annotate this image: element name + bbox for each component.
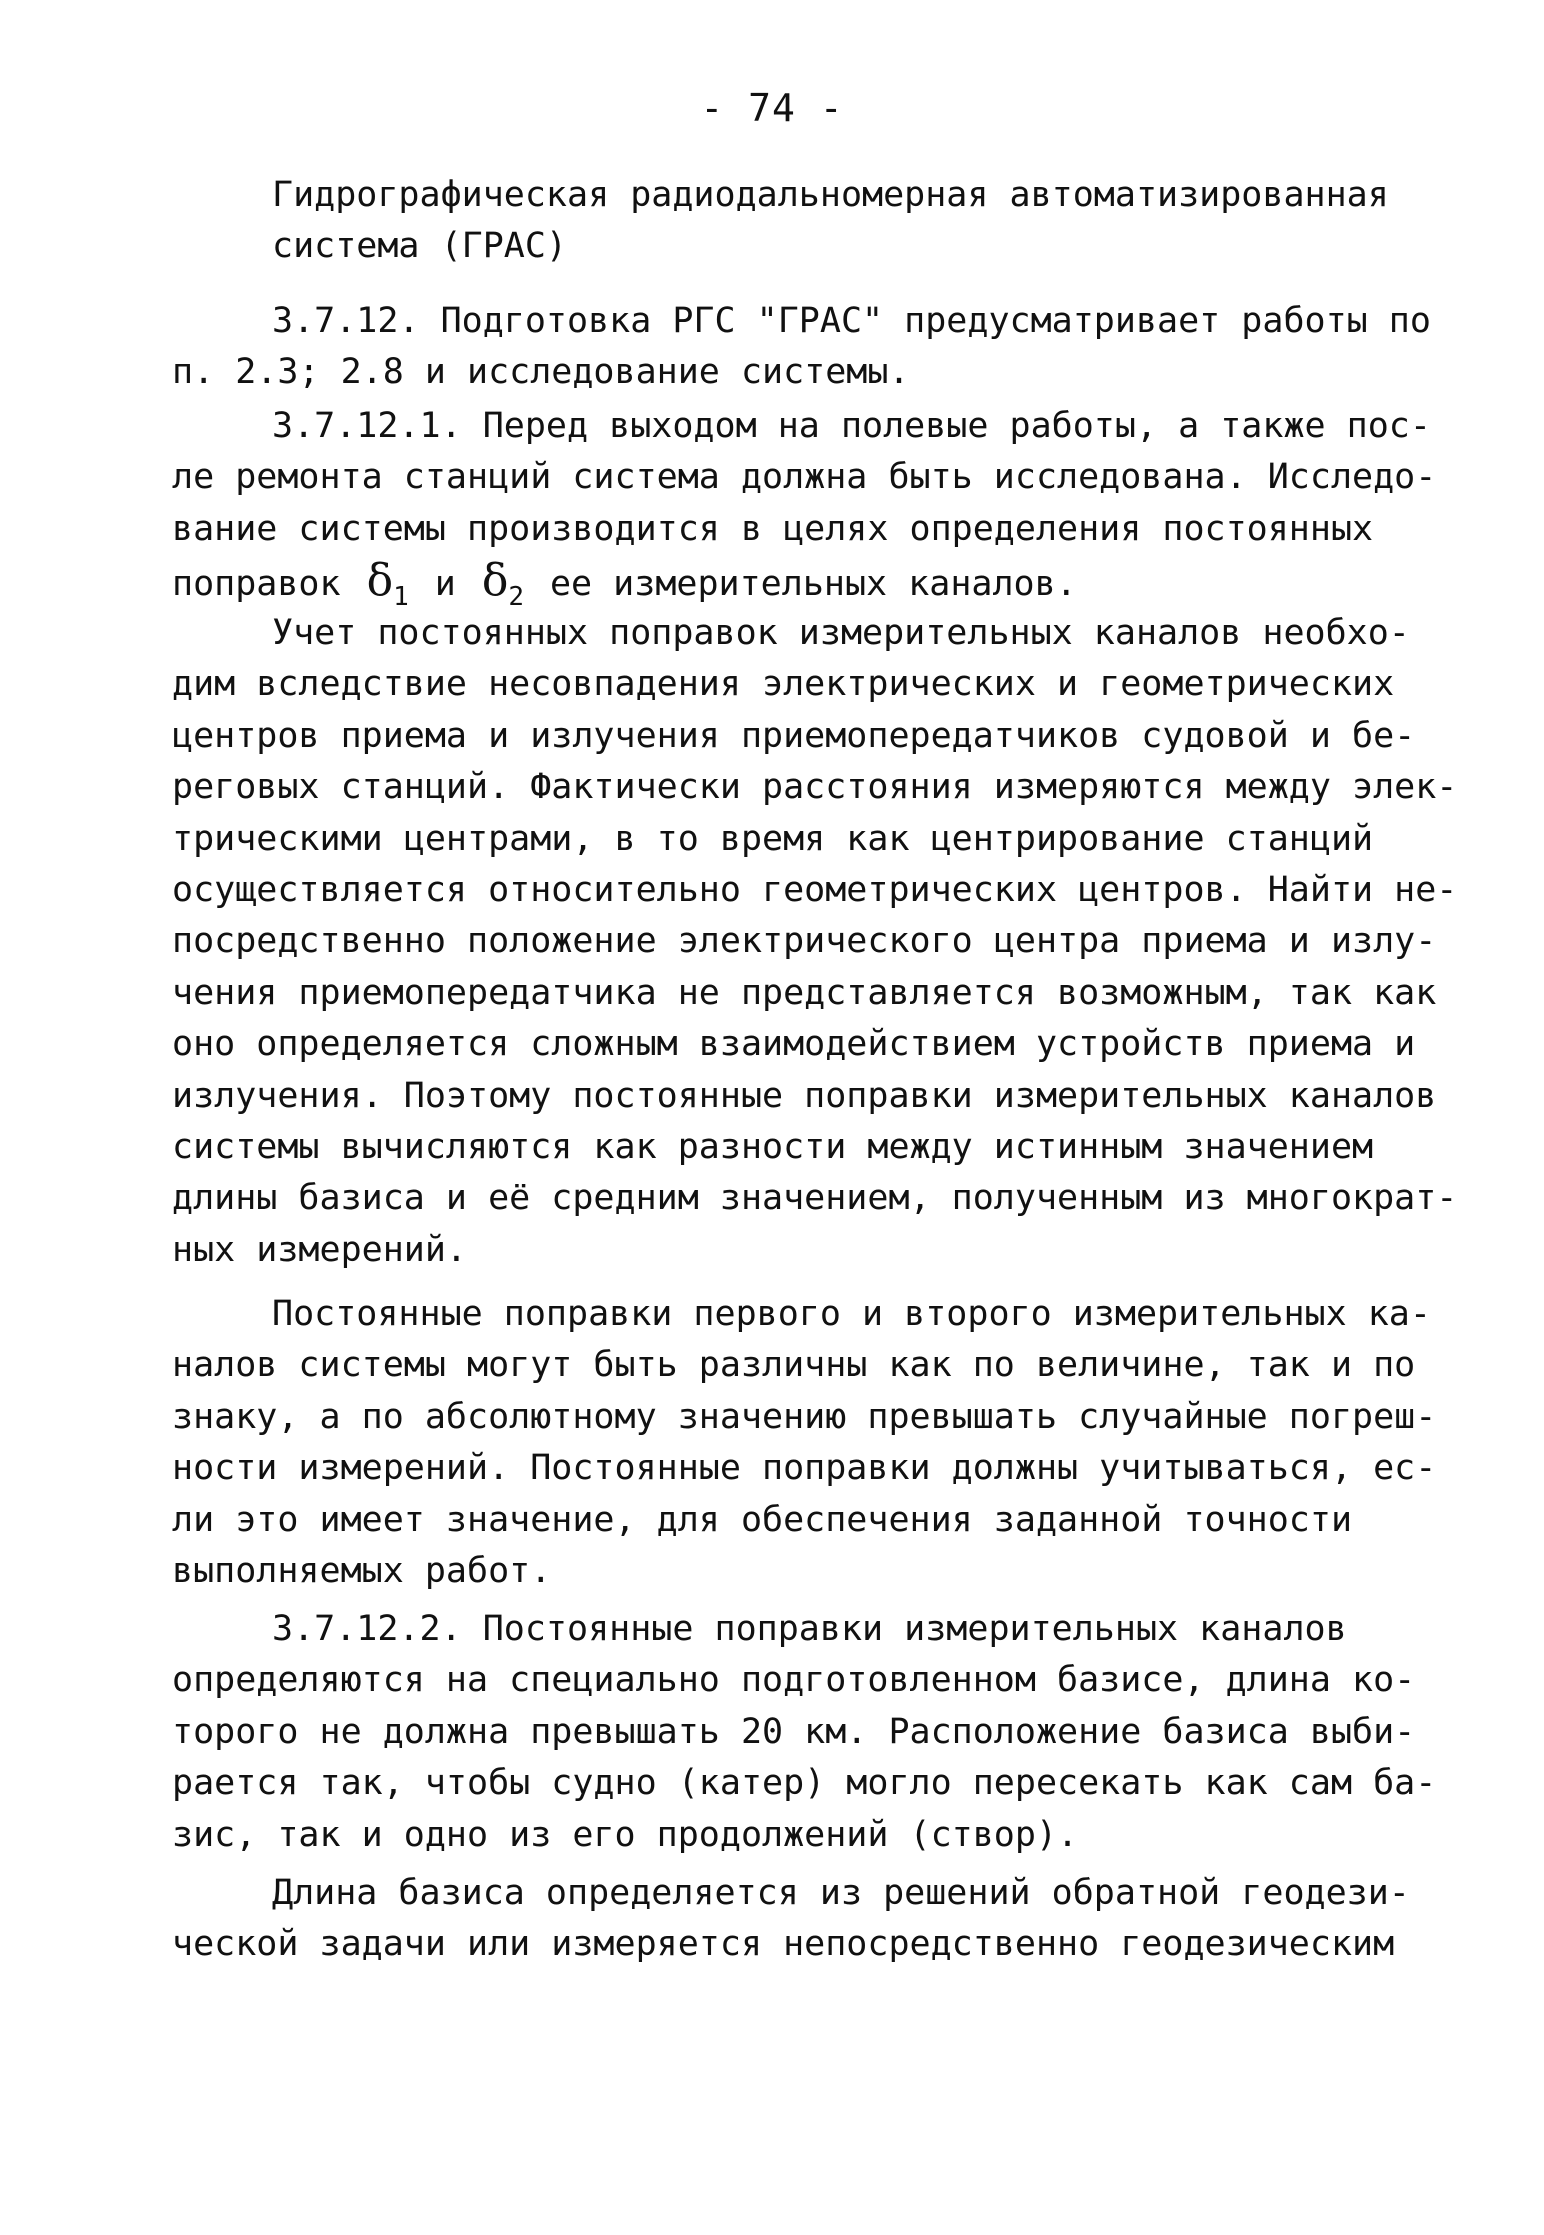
paragraph-line: посредственно положение электрического центра приема и излу- [172, 921, 1437, 962]
formula-text-before: поправок [172, 564, 341, 605]
paragraph-line: торого не должна превышать 20 км. Расположение базиса выби- [172, 1711, 1416, 1752]
title-line: Гидрографическая радиодальномерная автоматизированная [272, 175, 1389, 215]
paragraph-base-length [172, 1868, 1442, 1971]
paragraph-line: 3.7.12. Подготовка РГС "ГРАС" предусматривает работы по [272, 301, 1431, 341]
paragraph-line: Длина базиса определяется из решений обратной геодези- [272, 1873, 1410, 1913]
paragraph-line: центров приема и излучения приемопередатчиков судовой и бе- [172, 715, 1416, 756]
paragraph-line: Учет постоянных поправок измерительных каналов необхо- [272, 613, 1410, 653]
page-number: - 74 - [700, 86, 844, 130]
paragraph-line: рается так, чтобы судно (катер) могло пересекать как сам ба- [172, 1763, 1437, 1804]
paragraph-line: 3.7.12.1. Перед выходом на полевые работы, а также пос- [272, 406, 1431, 446]
paragraph-3-7-12-2 [172, 1604, 1442, 1861]
subscript-2: 2 [508, 582, 524, 613]
paragraph-line: осуществляется относительно геометрических центров. Найти не- [172, 869, 1458, 910]
title-line: система (ГРАС) [272, 226, 568, 267]
paragraph-line: ных измерений. [172, 1229, 468, 1270]
paragraph-line: дим вследствие несовпадения электрических и геометрических [172, 664, 1395, 705]
paragraph-line: ности измерений. Постоянные поправки должны учитываться, ес- [172, 1448, 1437, 1489]
paragraph-line: зис, так и одно из его продолжений (створ). [172, 1814, 1079, 1855]
paragraph-constant-corrections [172, 608, 1458, 1276]
paragraph-line: Постоянные поправки первого и второго измерительных ка- [272, 1294, 1431, 1334]
subscript-1: 1 [393, 582, 409, 613]
paragraph-line: реговых станций. Фактически расстояния измеряются между элек- [172, 767, 1458, 808]
paragraph-line: трическими центрами, в то время как центрирование станций [172, 818, 1374, 859]
paragraph-line: ческой задачи или измеряется непосредственно геодезическим [172, 1924, 1395, 1965]
paragraph-line: ли это имеет значение, для обеспечения заданной точности [172, 1499, 1353, 1540]
paragraph-line: вание системы производится в целях определения постоянных [172, 508, 1374, 549]
paragraph-line: налов системы могут быть различны как по величине, так и по [172, 1345, 1416, 1386]
paragraph-line-with-formula [172, 555, 1442, 613]
paragraph-line: 3.7.12.2. Постоянные поправки измерительных каналов [272, 1609, 1347, 1649]
paragraph-line: п. 2.3; 2.8 и исследование системы. [172, 352, 910, 393]
paragraph-line: излучения. Поэтому постоянные поправки измерительных каналов [172, 1075, 1437, 1116]
paragraph-line: знаку, а по абсолютному значению превышать случайные погреш- [172, 1396, 1437, 1437]
delta-symbol-1: δ [366, 555, 394, 607]
formula-conjunction: и [434, 564, 456, 605]
paragraph-3-7-12-1 [172, 401, 1442, 613]
paragraph-line: выполняемых работ. [172, 1550, 552, 1591]
paragraph-line: оно определяется сложным взаимодействием устройств приема и [172, 1024, 1416, 1065]
paragraph-line: системы вычисляются как разности между истинным значением [172, 1126, 1374, 1167]
section-title [272, 170, 1542, 273]
paragraph-line: длины базиса и её средним значением, полученным из многократ- [172, 1178, 1458, 1219]
paragraph-line: ле ремонта станций система должна быть исследована. Исследо- [172, 457, 1437, 498]
paragraph-line: определяются на специально подготовленном базисе, длина ко- [172, 1660, 1416, 1701]
paragraph-first-second-channels [172, 1289, 1442, 1597]
formula-text-after: ее измерительных каналов. [549, 564, 1077, 605]
delta-symbol-2: δ [481, 555, 509, 607]
paragraph-3-7-12 [172, 296, 1442, 399]
paragraph-line: чения приемопередатчика не представляется возможным, так как [172, 972, 1437, 1013]
